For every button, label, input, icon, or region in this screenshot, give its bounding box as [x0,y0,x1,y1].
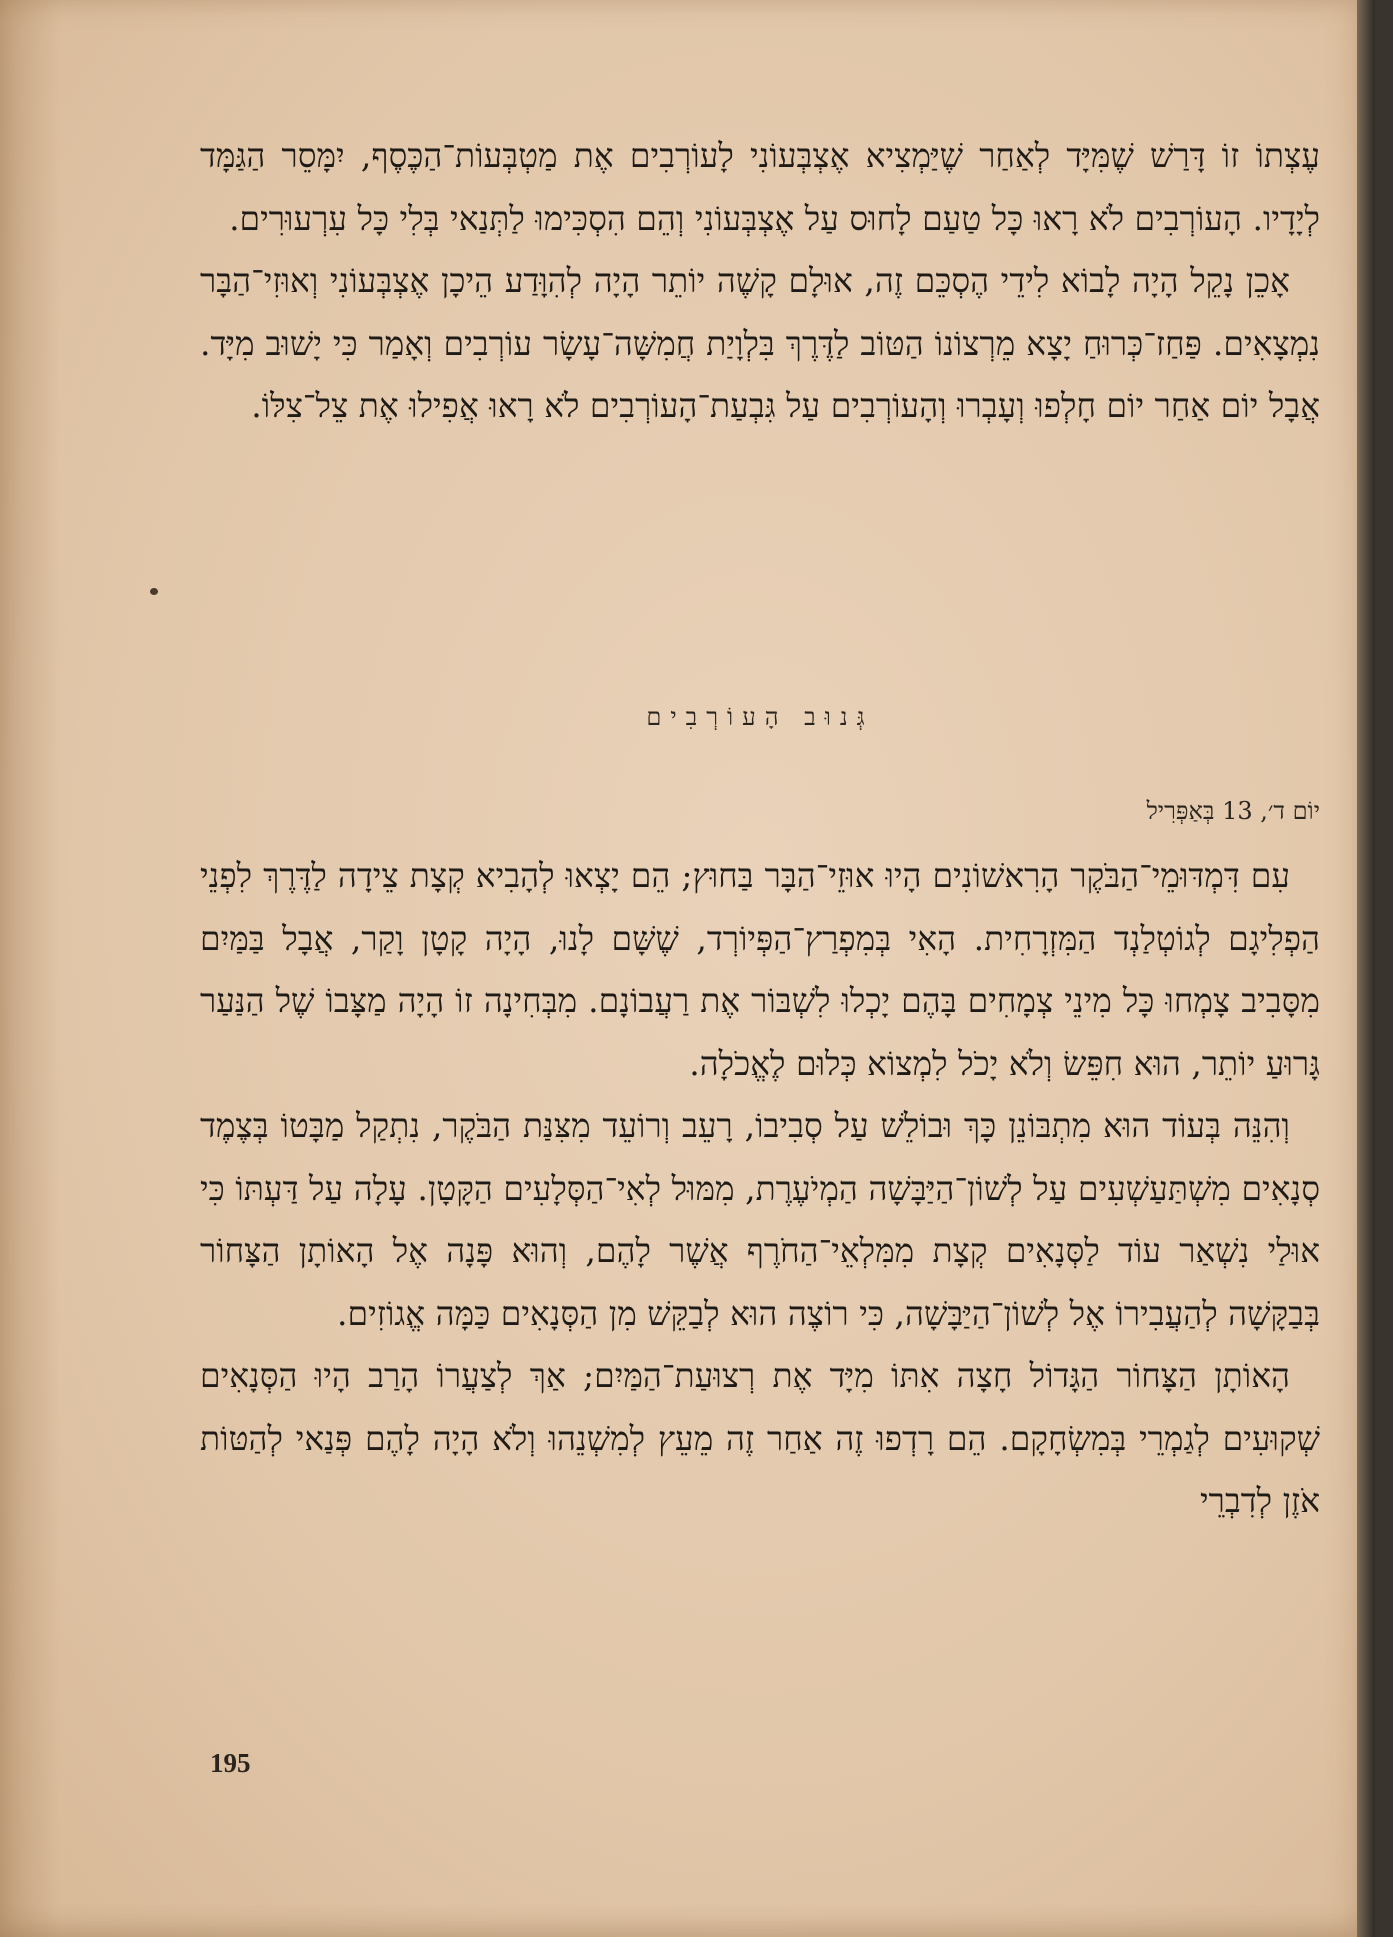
page-gutter-shadow [0,0,60,1937]
dateline: יוֹם ד׳, 13 בְּאַפְּרִיל [1146,797,1320,825]
section-paragraph-2: וְהִנֵּה בְּעוֹד הוּא מִתְבּוֹנֵן כָּךְ וּבוֹלֵשׁ עַל סְבִיבוֹ, רָעֵב וְרוֹעֵד מִצִּנַּת הַבֹּקֶר, נִתְקַל מַבָּטוֹ בְּצֶמֶד סְנָאִים מִשְׁתַּעַשְׁעִים עַל לְשׁוֹן־הַיַּבָּשָׁה הַמְיֹעֶרֶת, מִמּוּל לְאִי־הַסְּלָעִים הַקָּטָן. עָלָה עַל דַּעְתּוֹ כִּי אוּלַי נִשְׁאַר עוֹד לַסְּנָאִים קְצָת מִמִּלְאֵי־הַחֹרֶף אֲשֶׁר לָהֶם, וְהוּא פָּנָה אֶל הָאוֹתָן הַצָּחוֹר בְּבַקָּשָׁה לְהַעֲבִירוֹ אֶל לְשׁוֹן־הַיַּבָּשָׁה, כִּי רוֹצֶה הוּא לְבַקֵּשׁ מִן הַסְּנָאִים כַּמָּה אֱגוֹזִים. [200,1106,1320,1333]
intro-paragraph-1: עֶצְתוֹ זוֹ דָּרַשׁ שֶׁמִּיָּד לְאַחַר שֶׁיַּמְצִיא אֶצְבְּעוֹנִי לָעוֹרְבִים אֶת מַטְבְּעוֹת־הַכֶּסֶף, יִמָּסֵר הַגַּמָּד לְיָדָיו. הָעוֹרְבִים לֹא רָאוּ כָּל טַעַם לָחוּס עַל אֶצְבְּעוֹנִי וְהֵם הִסְכִּימוּ לַתְּנַאי בְּלִי כָּל עִרְעוּרִים. [200,136,1320,238]
paper-speck [150,588,158,595]
intro-paragraph-2: אָכֵן נָקֵל הָיָה לָבוֹא לִידֵי הֶסְכֵּם זֶה, אוּלָם קָשֶׁה יוֹתֵר הָיָה לְהִוָּדַע הֵיכָן אֶצְבְּעוֹנִי וְאוּזִי־הַבָּר נִמְצָאִים. פַּחַז־כְּרוּחַ יָצָא מֵרְצוֹנוֹ הַטּוֹב לַדֶּרֶךְ בִּלְוָיַת חֲמִשָּׁה־עָשָׂר עוֹרְבִים וְאָמַר כִּי יָשׁוּב מִיָּד. אֲבָל יוֹם אַחַר יוֹם חָלְפוּ וְעָבְרוּ וְהָעוֹרְבִים עַל גִּבְעַת־הָעוֹרְבִים לֹא רָאוּ אֲפִילוּ אֶת צֵל־צִלּוֹ. [200,261,1320,425]
page-edge [1357,0,1375,1937]
intro-text [200,125,1320,438]
section-title: גְּנוּב הָעוֹרְבִים [646,703,874,731]
section-text [200,845,1320,1533]
page-number: 195 [210,1748,251,1778]
section-paragraph-1: עִם דִּמְדּוּמֵי־הַבֹּקֶר הָרִאשׁוֹנִים הָיוּ אוּזֵי־הַבָּר בַּחוּץ; הֵם יָצְאוּ לְהָבִיא קְצָת צֵידָה לַדֶּרֶךְ לִפְנֵי הַפְלִיגָם לְגוֹטְלַנְד הַמִּזְרָחִית. הָאִי בְּמִפְרַץ־הַפְּיוֹרְד, שֶׁשָּׁם לָנוּ, הָיָה קָטָן וָקַר, אֲבָל בַּמַּיִם מִסָּבִיב צָמְחוּ כָּל מִינֵי צְמָחִים בָּהֶם יָכְלוּ לִשְׁבּוֹר אֶת רַעֲבוֹנָם. מִבְּחִינָה זוֹ הָיָה מַצָּבוֹ שֶׁל הַנַּעַר גָּרוּעַ יוֹתֵר, הוּא חִפֵּשׂ וְלֹא יָכֹל לִמְצוֹא כְּלוּם לֶאֱכֹלָה. [200,856,1320,1083]
section-paragraph-3: הָאוֹתָן הַצָּחוֹר הַגָּדוֹל חָצָה אִתּוֹ מִיָּד אֶת רְצוּעַת־הַמַּיִם; אַךְ לְצַעֲרוֹ הָרַב הָיוּ הַסְּנָאִים שְׁקוּעִים לְגַמְרֵי בְּמִשְׂחָקָם. הֵם רָדְפוּ זֶה אַחַר זֶה מֵעֵץ לְמִשְׁנֵהוּ וְלֹא הָיָה לָהֶם פְּנַאי לְהַטּוֹת אֹזֶן לְדִבְרֵי [200,1356,1320,1520]
